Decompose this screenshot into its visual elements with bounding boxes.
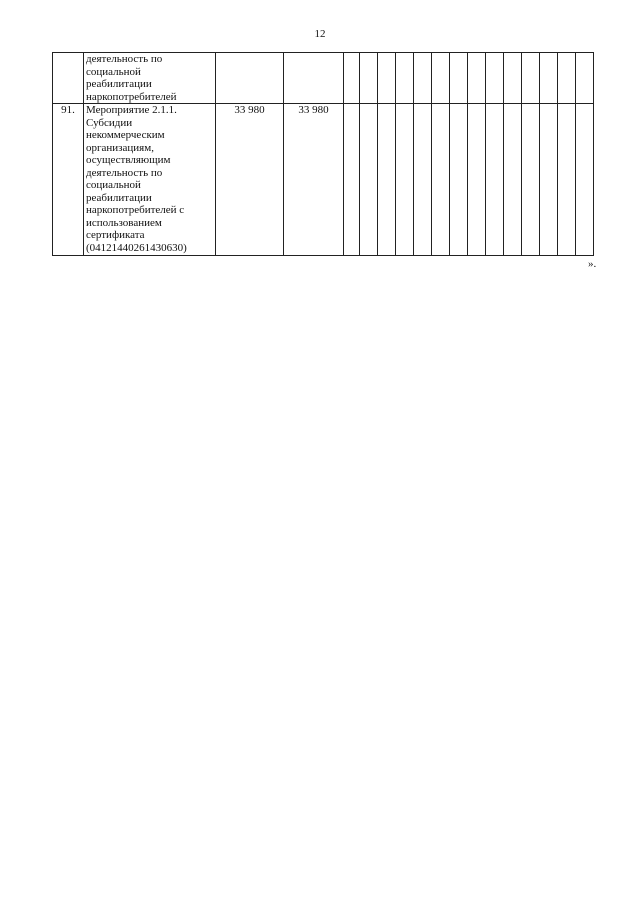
empty-cell (576, 104, 594, 256)
empty-cell (558, 53, 576, 104)
empty-cell (414, 53, 432, 104)
empty-cell (344, 104, 360, 256)
empty-cell (468, 104, 486, 256)
budget-table (52, 52, 594, 256)
empty-cell (486, 104, 504, 256)
empty-cell (378, 104, 396, 256)
empty-cell (450, 104, 468, 256)
empty-cell (360, 53, 378, 104)
row-description: деятельность по социальной реабилитации наркопотребителей (84, 53, 216, 104)
table-row (53, 104, 594, 256)
empty-cell (540, 104, 558, 256)
empty-cell (486, 53, 504, 104)
empty-cell (396, 104, 414, 256)
empty-cell (522, 53, 540, 104)
empty-cell (432, 104, 450, 256)
table-row (53, 53, 594, 104)
empty-cell (504, 53, 522, 104)
row-amount-2: 33 980 (284, 104, 344, 256)
row-amount-2 (284, 53, 344, 104)
empty-cell (522, 104, 540, 256)
empty-cell (344, 53, 360, 104)
empty-cell (540, 53, 558, 104)
empty-cell (450, 53, 468, 104)
row-description: Мероприятие 2.1.1. Субсидии некоммерческим организациям, осуществляющим деятельность по социальной реабилитации наркопотребителей с использованием сертификата (04121440261430630) (84, 104, 216, 256)
empty-cell (360, 104, 378, 256)
row-amount-1 (216, 53, 284, 104)
empty-cell (432, 53, 450, 104)
empty-cell (558, 104, 576, 256)
row-number: 91. (53, 104, 84, 256)
empty-cell (414, 104, 432, 256)
page-number: 12 (314, 28, 326, 40)
row-number (53, 53, 84, 104)
row-amount-1: 33 980 (216, 104, 284, 256)
empty-cell (504, 104, 522, 256)
closing-quote-mark: ». (588, 258, 597, 270)
empty-cell (378, 53, 396, 104)
empty-cell (396, 53, 414, 104)
empty-cell (576, 53, 594, 104)
empty-cell (468, 53, 486, 104)
